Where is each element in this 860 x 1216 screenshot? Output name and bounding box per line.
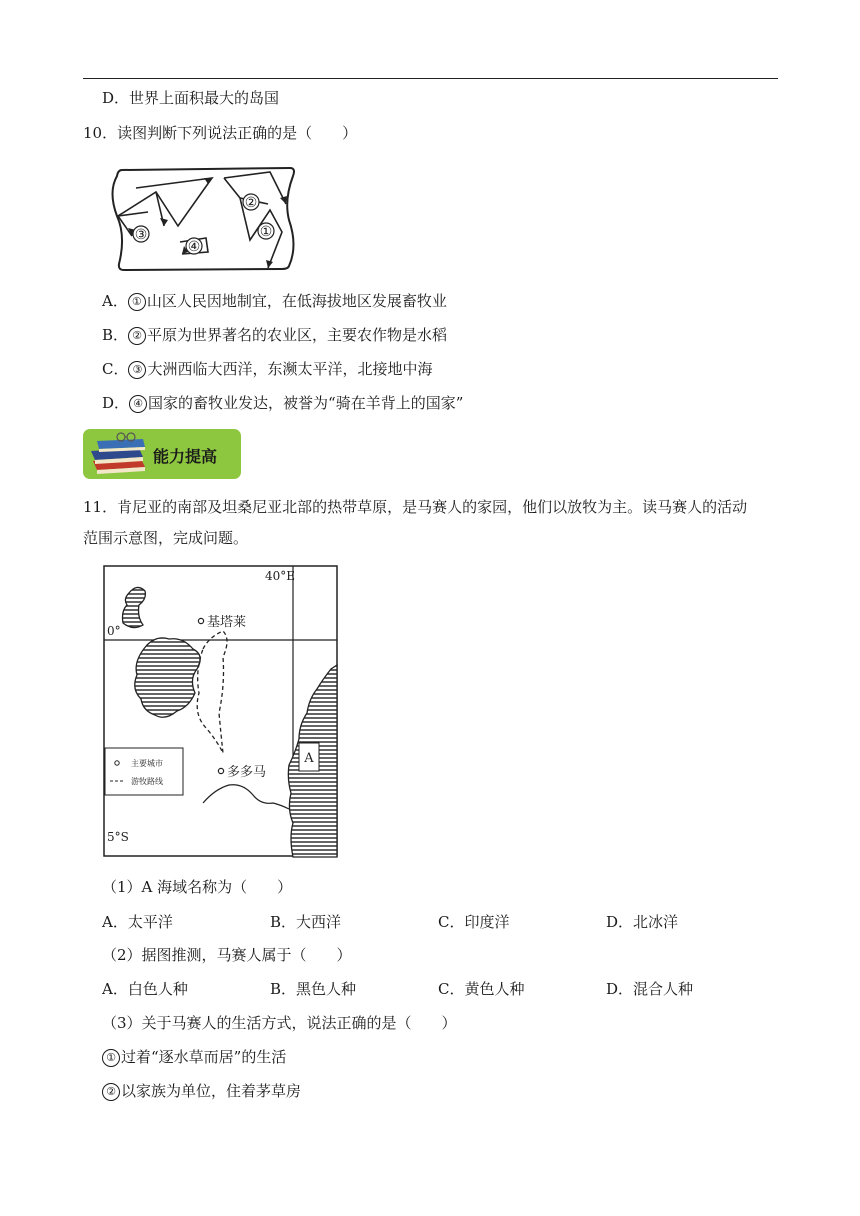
- lon-label: 40°E: [265, 569, 296, 583]
- circled-marker: ②: [128, 327, 146, 345]
- q11-masai-map: [103, 565, 339, 859]
- lat-label-top: 0°: [107, 624, 121, 638]
- q10-stem: 10．读图判断下列说法正确的是（ ）: [83, 124, 358, 142]
- q11-sub1-option-b[interactable]: B．大西洋: [270, 913, 342, 931]
- q11-sub3-item-1[interactable]: ① 过着“逐水草而居”的生活: [102, 1047, 286, 1067]
- q11-sub1-option-c[interactable]: C．印度洋: [438, 913, 510, 931]
- city-kitale: 基塔莱: [207, 615, 247, 630]
- circled-marker: ①: [102, 1049, 120, 1067]
- q11-stem-line1: 11．肯尼亚的南部及坦桑尼亚北部的热带草原，是马赛人的家园，他们以放牧为主。读马赛人的活动: [83, 498, 748, 516]
- q11-sub2-option-a[interactable]: A．白色人种: [102, 980, 188, 998]
- section-badge: [83, 429, 241, 479]
- map-label-4: ④: [187, 239, 201, 255]
- map-label-2: ②: [244, 195, 258, 211]
- lat-label-bottom: 5°S: [107, 830, 129, 844]
- map-label-3: ③: [134, 227, 148, 243]
- q11-sub1-option-a[interactable]: A．太平洋: [102, 913, 173, 931]
- legend-route: 游牧路线: [131, 777, 163, 786]
- q11-sub2-option-d[interactable]: D．混合人种: [606, 980, 694, 998]
- q10-world-map: [110, 164, 300, 272]
- legend-city: 主要城市: [131, 759, 163, 768]
- map-frame: [113, 168, 295, 270]
- circled-marker: ①: [128, 293, 146, 311]
- q9-option-d: D．世界上面积最大的岛国: [102, 89, 280, 107]
- q11-sub2-question: （2）据图推测，马赛人属于（ ）: [102, 946, 352, 964]
- map-label-1: ①: [259, 224, 273, 240]
- q10-option-a[interactable]: A． ① 山区人民因地制宜，在低海拔地区发展畜牧业: [102, 292, 447, 310]
- circled-marker: ②: [102, 1083, 120, 1101]
- q11-sub2-option-b[interactable]: B．黑色人种: [270, 980, 357, 998]
- circled-marker: ④: [129, 395, 147, 413]
- city-dodoma: 多多马: [227, 765, 267, 780]
- circled-marker: ③: [128, 361, 146, 379]
- q10-option-b[interactable]: B． ② 平原为世界著名的农业区，主要农作物是水稻: [102, 326, 448, 344]
- q11-sub1-question: （1）A 海域名称为（ ）: [102, 878, 293, 896]
- q10-option-c[interactable]: C． ③ 大洲西临大西洋，东濒太平洋，北接地中海: [102, 360, 433, 378]
- section-badge-label: 能力提高: [153, 447, 218, 466]
- q11-sub2-option-c[interactable]: C．黄色人种: [438, 980, 525, 998]
- header-rule: [83, 78, 778, 79]
- q11-sub3-item-2[interactable]: ② 以家族为单位，住着茅草房: [102, 1081, 301, 1101]
- q11-sub1-option-d[interactable]: D．北冰洋: [606, 913, 679, 931]
- q10-option-d[interactable]: D． ④ 国家的畜牧业发达，被誉为“骑在羊背上的国家”: [102, 394, 464, 412]
- q11-sub3-question: （3）关于马赛人的生活方式，说法正确的是（ ）: [102, 1014, 457, 1032]
- sea-label-a: A: [304, 751, 314, 766]
- q11-stem-line2: 范围示意图，完成问题。: [83, 529, 249, 547]
